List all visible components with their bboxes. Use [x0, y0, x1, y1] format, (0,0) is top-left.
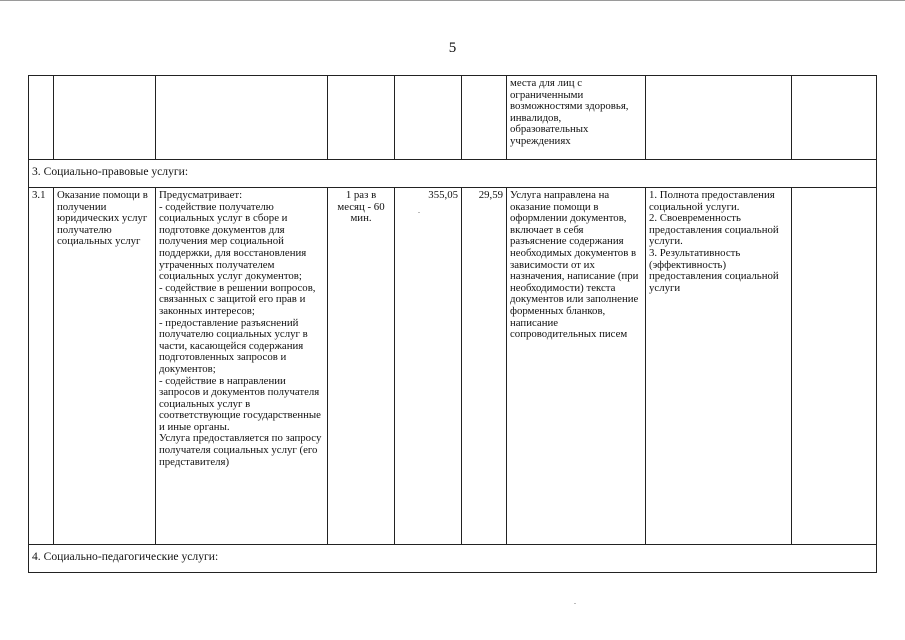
section-row — [29, 545, 877, 573]
scan-speck — [574, 603, 576, 604]
cell-empty — [29, 76, 54, 160]
scan-speck — [418, 212, 420, 213]
table-row — [29, 188, 877, 545]
cell-service-description: Предусматривает: - содействие получателю социальных услуг в сборе и подготовке документов для получения мер социальной поддержки, для восстановления утраченных получателем социальных услуг документов; - содействие в решении вопросов, связанных с защитой его прав и законных интересов; - предоставление разъяснений получателю социальных услуг в части, касающейся содержания подготовленных запросов и документов; - содействие в направлении запросов и документов получателя социальных услуг в соответствующие государственные и иные органы. Услуга предоставляется по запросу получателя социальных услуг (его представителя) — [156, 188, 328, 545]
cell-empty — [792, 188, 877, 545]
cell-empty — [328, 76, 395, 160]
section-title-legal: 3. Социально-правовые услуги: — [29, 160, 877, 188]
cell-empty — [462, 76, 507, 160]
table-row — [29, 76, 877, 160]
scan-top-edge — [0, 0, 905, 1]
cell-service-price: 355,05 — [395, 188, 462, 545]
cell-conditions-continued: места для лиц с ограниченными возможностями здоровья, инвалидов, образовательных учреждениях — [507, 76, 646, 160]
cell-service-indicators: 1. Полнота предоставления социальной услуги. 2. Своевременность предоставления социальной услуги. 3. Результативность (эффективность) предоставления социальной услуги — [646, 188, 792, 545]
cell-service-name: Оказание помощи в получении юридических услуг получателю социальных услуг — [54, 188, 156, 545]
services-table — [28, 75, 877, 573]
cell-empty — [54, 76, 156, 160]
section-row — [29, 160, 877, 188]
cell-service-frequency: 1 раз в месяц - 60 мин. — [328, 188, 395, 545]
cell-service-conditions: Услуга направлена на оказание помощи в оформлении документов, включает в себя разъяснение содержания необходимых документов в зависимости от их назначения, написание (при необходимости) текста документов или заполнение форменных бланков, написание сопроводительных писем — [507, 188, 646, 545]
cell-empty — [792, 76, 877, 160]
cell-empty — [156, 76, 328, 160]
cell-empty — [646, 76, 792, 160]
cell-service-number: 3.1 — [29, 188, 54, 545]
cell-empty — [395, 76, 462, 160]
cell-service-price-2: 29,59 — [462, 188, 507, 545]
section-title-pedagogical: 4. Социально-педагогические услуги: — [29, 545, 877, 573]
page-number: 5 — [448, 40, 457, 56]
